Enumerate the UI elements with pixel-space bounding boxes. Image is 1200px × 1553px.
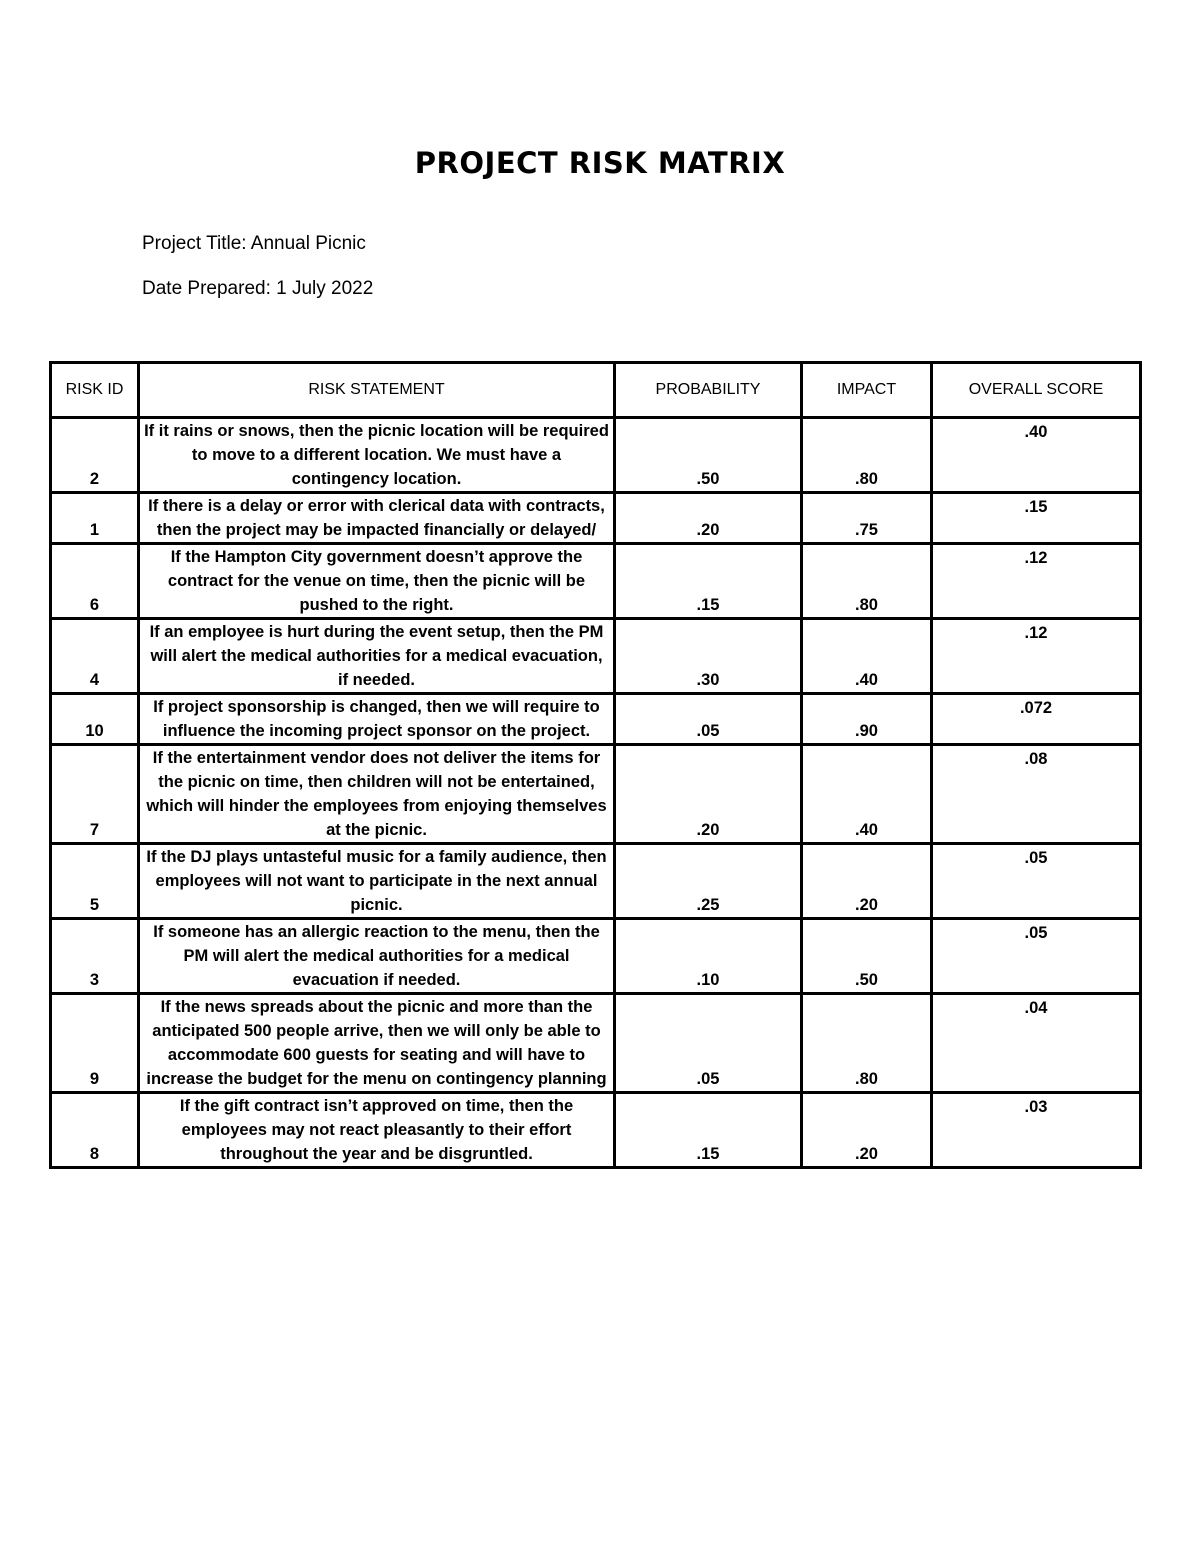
overall-score-cell: .40 bbox=[932, 418, 1141, 493]
probability-cell: .20 bbox=[615, 745, 802, 844]
impact-cell: .20 bbox=[802, 1093, 932, 1168]
risk-id-cell: 8 bbox=[51, 1093, 139, 1168]
risk-statement-cell: If the entertainment vendor does not deliver the items for the picnic on time, then children will not be entertained, which will hinder the employees from enjoying themselves at the picnic. bbox=[139, 745, 615, 844]
header-probability: PROBABILITY bbox=[615, 363, 802, 418]
project-title-line bbox=[142, 233, 366, 255]
impact-cell: .40 bbox=[802, 619, 932, 694]
impact-cell: .80 bbox=[802, 994, 932, 1093]
overall-score-cell: .05 bbox=[932, 844, 1141, 919]
risk-id-cell: 2 bbox=[51, 418, 139, 493]
project-title-value: Annual Picnic bbox=[250, 233, 366, 254]
date-prepared-label: Date Prepared: bbox=[142, 278, 277, 299]
table-header-row bbox=[51, 363, 1141, 418]
risk-statement-cell: If the DJ plays untasteful music for a family audience, then employees will not want to participate in the next annual picnic. bbox=[139, 844, 615, 919]
probability-cell: .10 bbox=[615, 919, 802, 994]
header-risk-id: RISK ID bbox=[51, 363, 139, 418]
risk-statement-cell: If project sponsorship is changed, then we will require to influence the incoming project sponsor on the project. bbox=[139, 694, 615, 745]
table-row bbox=[51, 994, 1141, 1093]
risk-id-cell: 3 bbox=[51, 919, 139, 994]
risk-id-cell: 5 bbox=[51, 844, 139, 919]
risk-id-cell: 6 bbox=[51, 544, 139, 619]
overall-score-cell: .04 bbox=[932, 994, 1141, 1093]
risk-id-cell: 4 bbox=[51, 619, 139, 694]
probability-cell: .15 bbox=[615, 1093, 802, 1168]
impact-cell: .50 bbox=[802, 919, 932, 994]
impact-cell: .75 bbox=[802, 493, 932, 544]
impact-cell: .80 bbox=[802, 418, 932, 493]
risk-id-cell: 7 bbox=[51, 745, 139, 844]
table-row bbox=[51, 694, 1141, 745]
overall-score-cell: .15 bbox=[932, 493, 1141, 544]
probability-cell: .20 bbox=[615, 493, 802, 544]
project-title-label: Project Title: bbox=[142, 233, 251, 254]
probability-cell: .50 bbox=[615, 418, 802, 493]
overall-score-cell: .072 bbox=[932, 694, 1141, 745]
risk-id-cell: 9 bbox=[51, 994, 139, 1093]
table-row bbox=[51, 844, 1141, 919]
table-row bbox=[51, 493, 1141, 544]
risk-statement-cell: If an employee is hurt during the event setup, then the PM will alert the medical authorities for a medical evacuation, if needed. bbox=[139, 619, 615, 694]
overall-score-cell: .03 bbox=[932, 1093, 1141, 1168]
impact-cell: .40 bbox=[802, 745, 932, 844]
risk-matrix-table bbox=[49, 361, 1142, 1169]
probability-cell: .05 bbox=[615, 994, 802, 1093]
document-title: PROJECT RISK MATRIX bbox=[414, 146, 786, 180]
overall-score-cell: .12 bbox=[932, 619, 1141, 694]
header-overall-score: OVERALL SCORE bbox=[932, 363, 1141, 418]
risk-statement-cell: If it rains or snows, then the picnic location will be required to move to a different location. We must have a contingency location. bbox=[139, 418, 615, 493]
table-row bbox=[51, 544, 1141, 619]
risk-statement-cell: If the Hampton City government doesn’t approve the contract for the venue on time, then the picnic will be pushed to the right. bbox=[139, 544, 615, 619]
table-row bbox=[51, 919, 1141, 994]
impact-cell: .90 bbox=[802, 694, 932, 745]
risk-statement-cell: If the news spreads about the picnic and more than the anticipated 500 people arrive, then we will only be able to accommodate 600 guests for seating and will have to increase the budget for the menu on contingency planning bbox=[139, 994, 615, 1093]
table-row bbox=[51, 418, 1141, 493]
header-impact: IMPACT bbox=[802, 363, 932, 418]
probability-cell: .25 bbox=[615, 844, 802, 919]
risk-id-cell: 10 bbox=[51, 694, 139, 745]
impact-cell: .20 bbox=[802, 844, 932, 919]
date-prepared-value: 1 July 2022 bbox=[276, 278, 374, 299]
impact-cell: .80 bbox=[802, 544, 932, 619]
header-risk-statement: RISK STATEMENT bbox=[139, 363, 615, 418]
probability-cell: .15 bbox=[615, 544, 802, 619]
probability-cell: .05 bbox=[615, 694, 802, 745]
table-row bbox=[51, 745, 1141, 844]
overall-score-cell: .08 bbox=[932, 745, 1141, 844]
table-row bbox=[51, 619, 1141, 694]
risk-statement-cell: If the gift contract isn’t approved on time, then the employees may not react pleasantly to their effort throughout the year and be disgruntled. bbox=[139, 1093, 615, 1168]
table-row bbox=[51, 1093, 1141, 1168]
probability-cell: .30 bbox=[615, 619, 802, 694]
risk-statement-cell: If someone has an allergic reaction to the menu, then the PM will alert the medical authorities for a medical evacuation if needed. bbox=[139, 919, 615, 994]
risk-id-cell: 1 bbox=[51, 493, 139, 544]
date-prepared-line bbox=[142, 278, 373, 300]
risk-statement-cell: If there is a delay or error with clerical data with contracts, then the project may be impacted financially or delayed/ bbox=[139, 493, 615, 544]
overall-score-cell: .12 bbox=[932, 544, 1141, 619]
overall-score-cell: .05 bbox=[932, 919, 1141, 994]
